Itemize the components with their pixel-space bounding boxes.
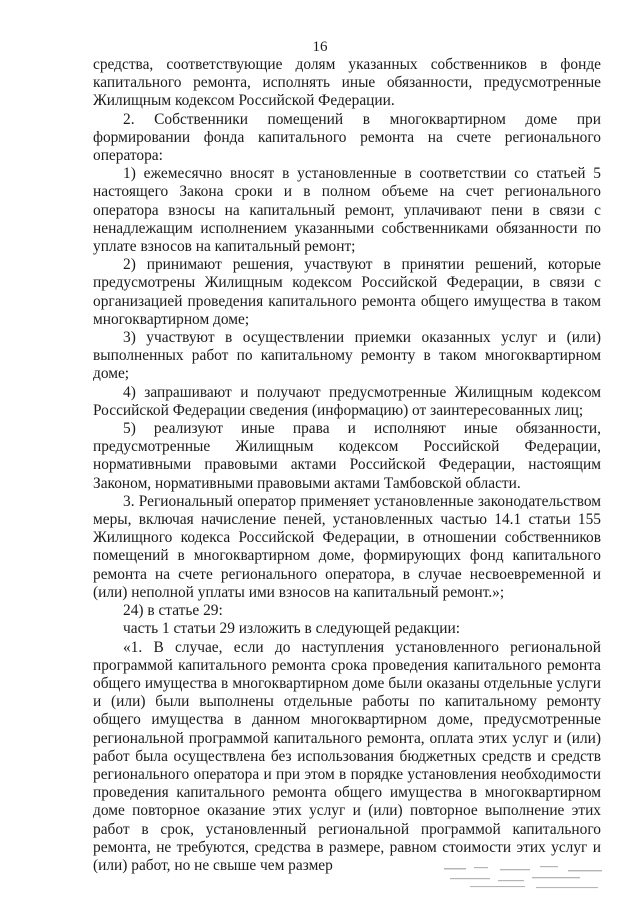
list-item-5: 5) реализуют иные права и исполняют иные обязанности, предусмотренные Жилищным кодексом Российской Федерации, нормативными правовыми актами Российской Федерации, настоящим Законом, нормативными правовыми актами Тамбовской области. <box>93 420 601 492</box>
paragraph-part-3: 3. Региональный оператор применяет установленные законодательством меры, включая начисление пеней, установленных частью 14.1 статьи 155 Жилищного кодекса Российской Федерации, в отношении собственников помещений в многоквартирном доме, формирующих фонд капитального ремонта на счете регионального оператора, в случае несвоевременной и (или) неполной уплаты ими взносов на капитальный ремонт.»; <box>93 492 601 601</box>
list-item-3: 3) участвуют в осуществлении приемки оказанных услуг и (или) выполненных работ по капитальному ремонту в таком многоквартирном доме; <box>93 329 601 383</box>
amended-part-1: «1. В случае, если до наступления установленного региональной программой капитального ремонта срока проведения капитального ремонта общего имущества в многоквартирном доме были оказаны отдельные услуги и (или) были выполнены отдельные работы по капитальному ремонту общего имущества в данном многоквартирном доме, предусмотренные региональной программой капитального ремонта, оплата этих услуг и (или) работ была осуществлена без использования бюджетных средств и средств регионального оператора и при этом в порядке установления необходимости проведения капитального ремонта общего имущества в многоквартирном доме повторное оказание этих услуг и (или) повторное выполнение этих работ в срок, установленный региональной программой капитального ремонта, не требуются, средства в размере, равном стоимости этих услуг и (или) работ, но не свыше чем размер <box>93 638 601 874</box>
list-item-1: 1) ежемесячно вносят в установленные в соответствии со статьей 5 настоящего Закона сроки и в полном объеме на счет регионального оператора взносы на капитальный ремонт, уплачивают пени в связи с ненадлежащим исполнением указанными собственниками обязанности по уплате взносов на капитальный ремонт; <box>93 165 601 256</box>
scan-artifact-marks <box>440 862 610 892</box>
list-item-4: 4) запрашивают и получают предусмотренные Жилищным кодексом Российской Федерации сведения (информацию) от заинтересованных лиц; <box>93 383 601 419</box>
amendment-instruction: часть 1 статьи 29 изложить в следующей редакции: <box>123 620 461 638</box>
paragraph-continuation: средства, соответствующие долям указанных собственников в фонде капитального ремонта, исполнять иные обязанности, предусмотренные Жилищным кодексом Российской Федерации. <box>93 56 601 110</box>
amendment-item-24: 24) в статье 29: <box>123 602 223 620</box>
document-body <box>93 56 601 875</box>
list-item-2: 2) принимают решения, участвуют в принятии решений, которые предусмотрены Жилищным кодексом Российской Федерации, в связи с организацией проведения капитального ремонта общего имущества в таком многоквартирном доме; <box>93 256 601 328</box>
paragraph-part-2: 2. Собственники помещений в многоквартирном доме при формировании фонда капитального ремонта на счете регионального оператора: <box>93 110 601 165</box>
page-number: 16 <box>312 39 328 55</box>
